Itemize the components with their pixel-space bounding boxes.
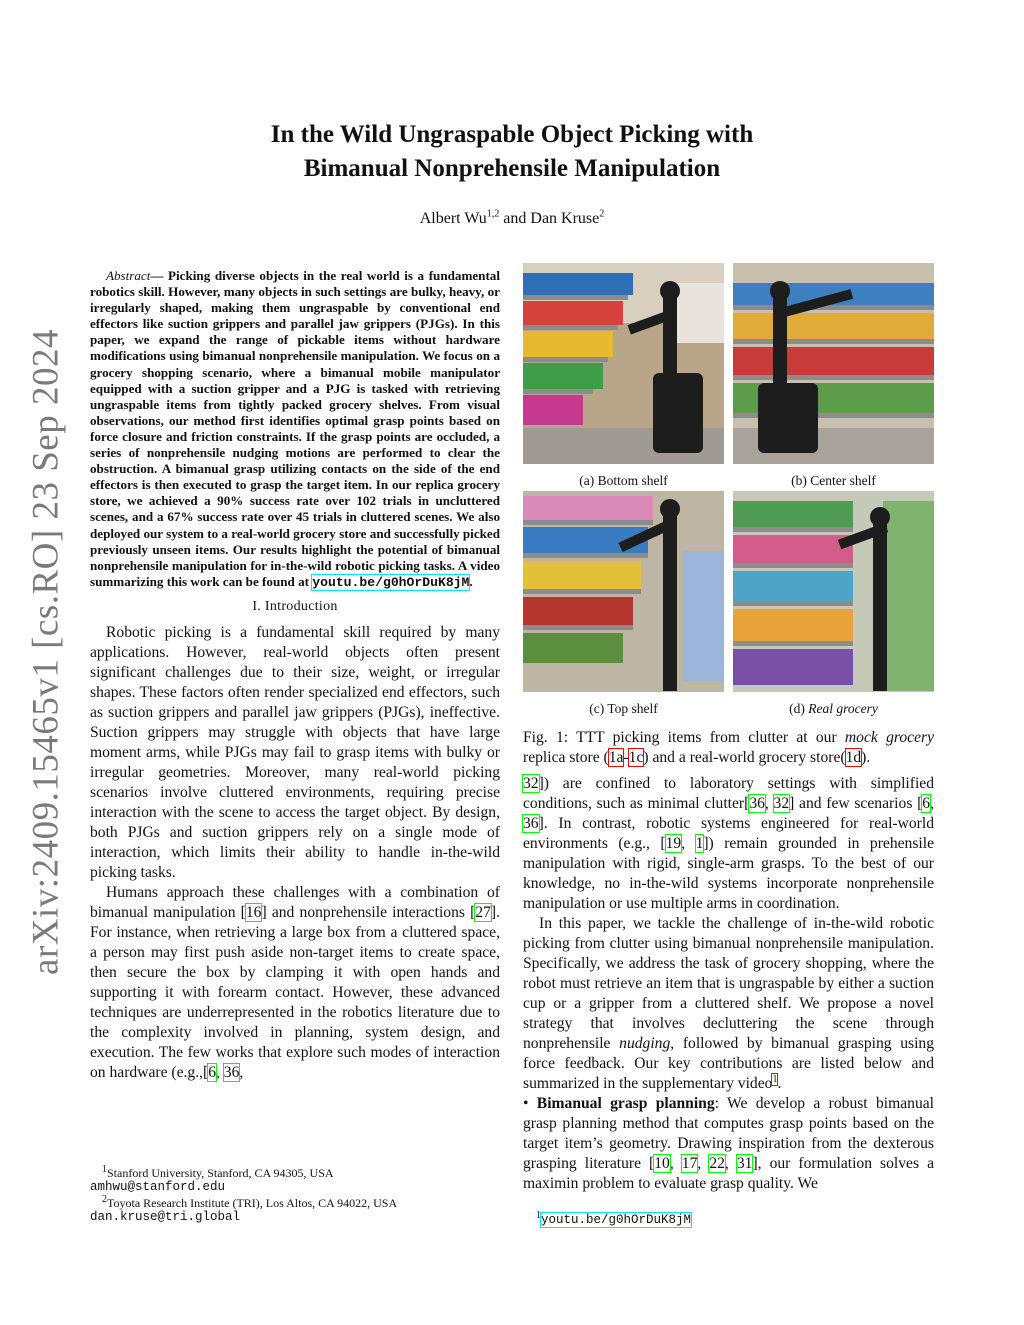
footnote-1-email[interactable]: amhwu@stanford.edu [90, 1180, 226, 1194]
figure-ref-1c[interactable]: 1c [628, 749, 644, 766]
text-span: ] and nonprehensile interactions [ [261, 903, 476, 921]
figure-photo-bottom-shelf [523, 263, 724, 464]
citation-link-19[interactable]: 19 [665, 835, 682, 852]
footnote-mark: 1 [536, 1210, 541, 1221]
subcaption-d-prefix: (d) [789, 701, 809, 716]
shelf-products [733, 501, 934, 691]
text-span: , [216, 1063, 224, 1081]
abstract-lead: Abstract [106, 268, 151, 283]
subcaption-d-italic: Real grocery [808, 701, 878, 716]
citation-link-10[interactable]: 10 [654, 1155, 670, 1172]
citation-link-27[interactable]: 27 [475, 903, 491, 921]
text-span: replica store ( [523, 749, 609, 766]
footnote-2 [90, 1196, 500, 1210]
text-span: , followed by bimanual grasping using force feedback. Our key contributions are listed below and summarized in the supplementary video [523, 1035, 935, 1092]
title-line-2: Bimanual Nonprehensile Manipulation [303, 155, 721, 182]
author-2-affiliation: 2 [599, 208, 605, 220]
right-paragraph-1 [523, 774, 934, 914]
citation-link-22[interactable]: 22 [709, 1155, 725, 1172]
section-heading-introduction: I. Introduction [252, 598, 338, 614]
citation-link-17[interactable]: 17 [681, 1155, 698, 1172]
bullet-title: Bimanual grasp planning [536, 1095, 715, 1112]
title-line-1: In the Wild Ungraspable Object Picking with [270, 121, 754, 148]
text-span: ] and few scenarios [ [789, 795, 923, 812]
right-column [523, 774, 934, 1194]
text-span: , [930, 795, 934, 812]
intro-paragraph-2 [90, 883, 500, 1083]
author-and: and [503, 210, 527, 227]
figure-photo-real-grocery [733, 491, 934, 692]
footnote-video-link[interactable]: youtu.be/g0hOrDuK8jM [541, 1213, 692, 1227]
intro-paragraph-1: Robotic picking is a fundamental skill required by many applications. However, real-world objects often present significant challenges due to their size, weight, or irregular shapes. These factors often render specialized end effectors, such as suction grippers and parallel jaw grippers (PJGs), ineffective. Suction grippers may struggle with objects that have large moment arms, while PJGs may fail to grasp items with bulky or irregular geometries. Moreover, many real-world picking scenarios involve cluttered environments, requiring precise interaction with the scene to access the target object. By design, both PJGs and suction grippers rely on a single mode of interaction, which limits their ability to handle in-the-wild picking tasks. [90, 623, 500, 881]
abstract [90, 268, 500, 591]
contribution-bullet-1 [523, 1094, 934, 1194]
right-paragraph-2 [523, 914, 934, 1094]
citation-link-32[interactable]: 32 [773, 795, 790, 812]
text-span: ) and a real-world grocery store( [643, 749, 846, 766]
text-span: ]. For instance, when retrieving a large box from a cluttered space, a person may first push aside non-target items to create space, then secure the box by clamping it with open hands and supporting it with forearm contact. However, these advanced techniques are underrepresented in the robotics literature due to the complexity involved in planning, system design, and execution. The few works that explore such modes of interaction on hardware (e.g.,[ [90, 903, 500, 1081]
caption-italic: mock grocery [844, 729, 934, 746]
figure-caption [523, 728, 934, 768]
footnote-1-mark: 1 [102, 1164, 107, 1175]
text-span: Humans approach these challenges with a combination of bimanual manipulation [ [90, 883, 500, 921]
subcaption-c: (c) Top shelf [589, 701, 658, 716]
text-span: , [764, 795, 774, 812]
arxiv-stamp [18, 329, 74, 975]
video-link[interactable]: youtu.be/g0hOrDuK8jM [312, 574, 470, 590]
text-span: ]. In contrast, robotic systems engineered for real-world environments (e.g., [ [523, 815, 934, 852]
citation-link-32[interactable]: 32 [523, 775, 539, 792]
arxiv-stamp-text: arXiv:2409.15465v1 [cs.RO] 23 Sep 2024 [25, 329, 67, 975]
text-span: In this paper, we tackle the challenge of in-the-wild robotic picking from clutter using bimanual nonprehensile manipulation. Specifically, we address the task of grocery shopping, where the robot must retrieve an item that is ungraspable by either a suction cup or a gripper from a cluttered shelf. We propose a novel strategy that involves decluttering the scene through nonprehensile [523, 915, 934, 1052]
citation-link-6[interactable]: 6 [922, 795, 931, 812]
author-1-affiliation: 1,2 [486, 208, 500, 220]
text-span: , [669, 1155, 682, 1172]
footnote-2-text: Toyota Research Institute (TRI), Los Altos, CA 94022, USA [107, 1196, 398, 1210]
author-list [150, 210, 874, 228]
affiliation-footnotes [90, 1166, 500, 1224]
bullet-icon: • [523, 1095, 529, 1112]
citation-link-36[interactable]: 36 [523, 815, 539, 832]
footnote-1-text: Stanford University, Stanford, CA 94305, USA [107, 1166, 334, 1180]
left-column [90, 268, 500, 1083]
subcaption-d [733, 701, 934, 717]
text-span: , [239, 1063, 244, 1081]
text-span: . [777, 1075, 782, 1092]
text-span: , [681, 835, 696, 852]
text-span: : We develop a robust bimanual grasp planning method that computes grasp points based on the target item’s geometry. Drawing inspiration from the dexterous grasping literature [ [523, 1095, 934, 1172]
citation-link-16[interactable]: 16 [245, 903, 262, 921]
video-footnote [536, 1212, 691, 1227]
citation-link-31[interactable]: 31 [736, 1155, 753, 1172]
paper-title [150, 118, 874, 186]
text-span: ]) remain grounded in prehensile manipulation with rigid, single-arm grasps. To the best of our knowledge, no in-the-wild systems incorporate nonprehensile manipulation or use multiple arms in coordination. [523, 835, 934, 912]
citation-link-36[interactable]: 36 [223, 1063, 240, 1081]
figure-photo-top-shelf [523, 491, 724, 692]
text-span: , [724, 1155, 737, 1172]
subcaption-a: (a) Bottom shelf [579, 473, 668, 488]
abstract-body: — Picking diverse objects in the real world is a fundamental robotics skill. However, many objects in such settings are bulky, heavy, or irregularly shaped, making them ungraspable by conventional end effectors like suction grippers and parallel jaw grippers (PJGs). In this paper, we expand the range of pickable items without hardware modifications using bimanual nonprehensile manipulation. We focus on a grocery shopping scenario, where a bimanual mobile manipulator equipped with a suction gripper and a PJG is tasked with retrieving ungraspable items from tightly packed grocery shelves. From visual observations, our method first identifies optimal grasp points based on force closure and friction constraints. If the grasp points are occluded, a series of nonprehensile nudging motions are performed to clear the obstruction. A bimanual grasp utilizing contacts on the side of the end effectors is then executed to grasp the target item. In our replica grocery store, we achieved a 90% success rate over 102 trials in uncluttered scenes, and a 67% success rate over 45 trials in cluttered scenes. We also deployed our system to a real-world grocery store and successfully picked previously unseen items. Our results highlight the potential of bimanual nonprehensile manipulation for in-the-wild robotic picking tasks. A video summarizing this work can be found at [90, 268, 501, 589]
figure-photo-center-shelf [733, 263, 934, 464]
text-span: ]) are confined to laboratory settings with simplified conditions, such as minimal clutter[ [523, 775, 934, 812]
subcaption-b: (b) Center shelf [791, 473, 876, 488]
text-span: Fig. 1: TTT picking items from clutter at our [523, 729, 845, 746]
figure-ref-1d[interactable]: 1d [845, 749, 862, 766]
citation-link-1[interactable]: 1 [695, 835, 704, 852]
figure-ref-1a[interactable]: 1a [608, 749, 624, 766]
italic-nudging: nudging [619, 1035, 671, 1052]
author-2: Dan Kruse [530, 210, 600, 227]
citation-link-6[interactable]: 6 [208, 1063, 216, 1081]
author-1: Albert Wu [419, 210, 487, 227]
text-span: - [623, 749, 629, 766]
text-span: , [697, 1155, 710, 1172]
footnote-1 [90, 1166, 500, 1180]
footnote-2-email[interactable]: dan.kruse@tri.global [90, 1210, 241, 1224]
text-span: ). [861, 749, 871, 766]
text-span: ], our formulation solves a maximin problem to evaluate grasp quality. We [523, 1155, 934, 1192]
footnote-2-mark: 2 [102, 1194, 107, 1205]
abstract-end: . [469, 573, 473, 589]
citation-link-36[interactable]: 36 [749, 795, 765, 812]
footnote-ref-1[interactable]: 1 [772, 1073, 778, 1085]
